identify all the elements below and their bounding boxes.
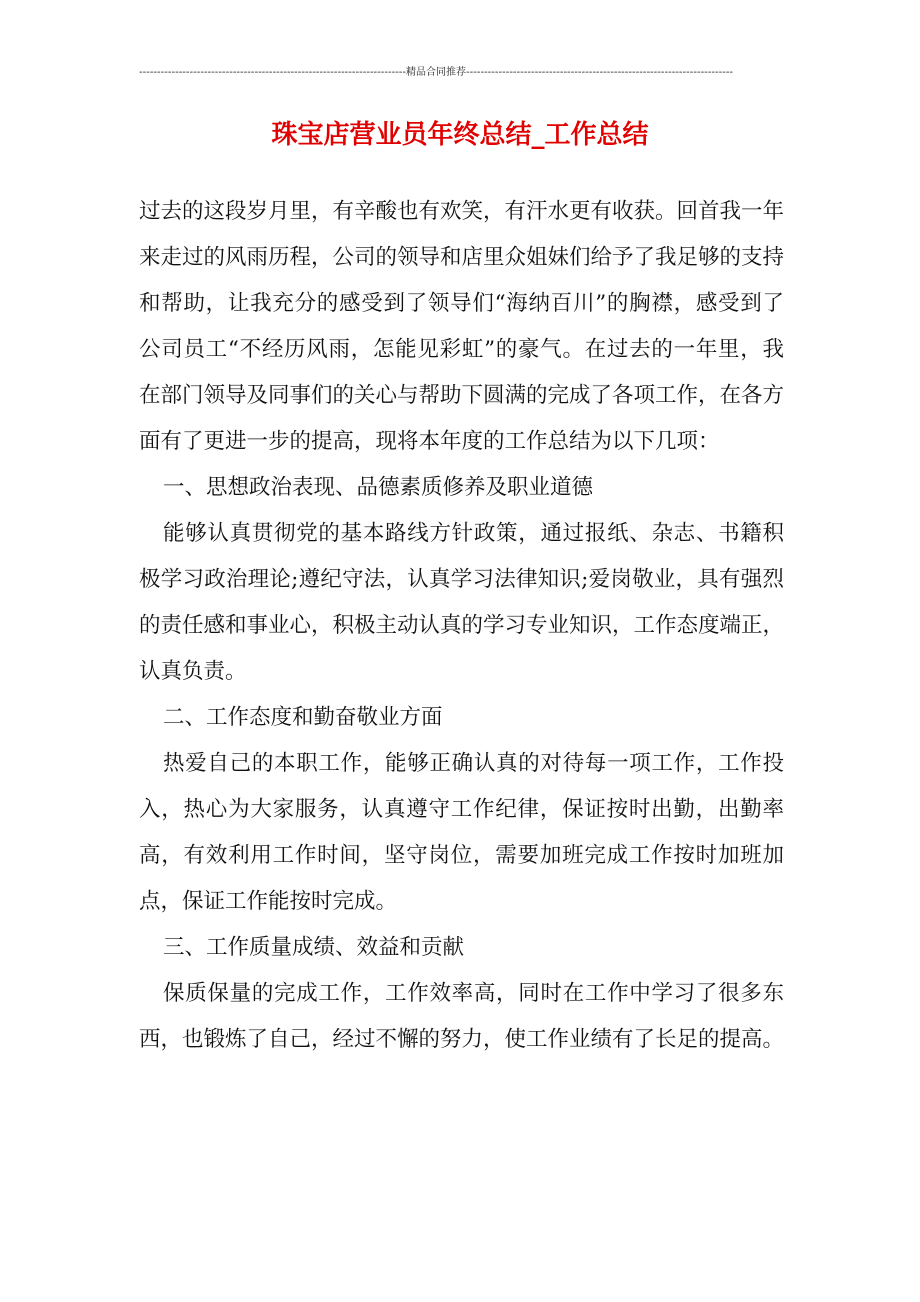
section-heading-1: 一、思想政治表现、品德素质修养及职业道德 <box>163 475 594 500</box>
section-paragraph-1: 能够认真贯彻党的基本路线方针政策，通过报纸、杂志、书籍积极学习政治理论;遵纪守法，认真学习法律知识;爱岗敬业，具有强烈的责任感和事业心，积极主动认真的学习专业知识，工作态度端正，认真负责。 <box>139 521 785 684</box>
section-heading-3: 三、工作质量成绩、效益和贡献 <box>163 935 465 960</box>
section-heading-2: 二、工作态度和勤奋敬业方面 <box>163 705 443 730</box>
document-title: 珠宝店营业员年终总结_工作总结 <box>271 120 649 150</box>
intro-paragraph: 过去的这段岁月里，有辛酸也有欢笑，有汗水更有收获。回首我一年来走过的风雨历程，公司的领导和店里众姐妹们给予了我足够的支持和帮助，让我充分的感受到了领导们“海纳百川”的胸襟，感受到了公司员工“不经历风雨，怎能见彩虹”的豪气。在过去的一年里，我在部门领导及同事们的关心与帮助下圆满的完成了各项工作，在各方面有了更进一步的提高，现将本年度的工作总结为以下几项： <box>139 199 785 454</box>
page-header <box>139 66 737 80</box>
header-label: --------------------------------------------------------------------------精品合同推荐-------------------------------------------------------------------------- <box>139 67 734 78</box>
section-paragraph-3: 保质保量的完成工作，工作效率高，同时在工作中学习了很多东西，也锻炼了自己，经过不懈的努力，使工作业绩有了长足的提高。 <box>139 981 785 1052</box>
document-body <box>139 189 784 1063</box>
section-paragraph-2: 热爱自己的本职工作，能够正确认真的对待每一项工作，工作投入，热心为大家服务，认真遵守工作纪律，保证按时出勤，出勤率高，有效利用工作时间，坚守岗位，需要加班完成工作按时加班加点，保证工作能按时完成。 <box>139 751 784 914</box>
